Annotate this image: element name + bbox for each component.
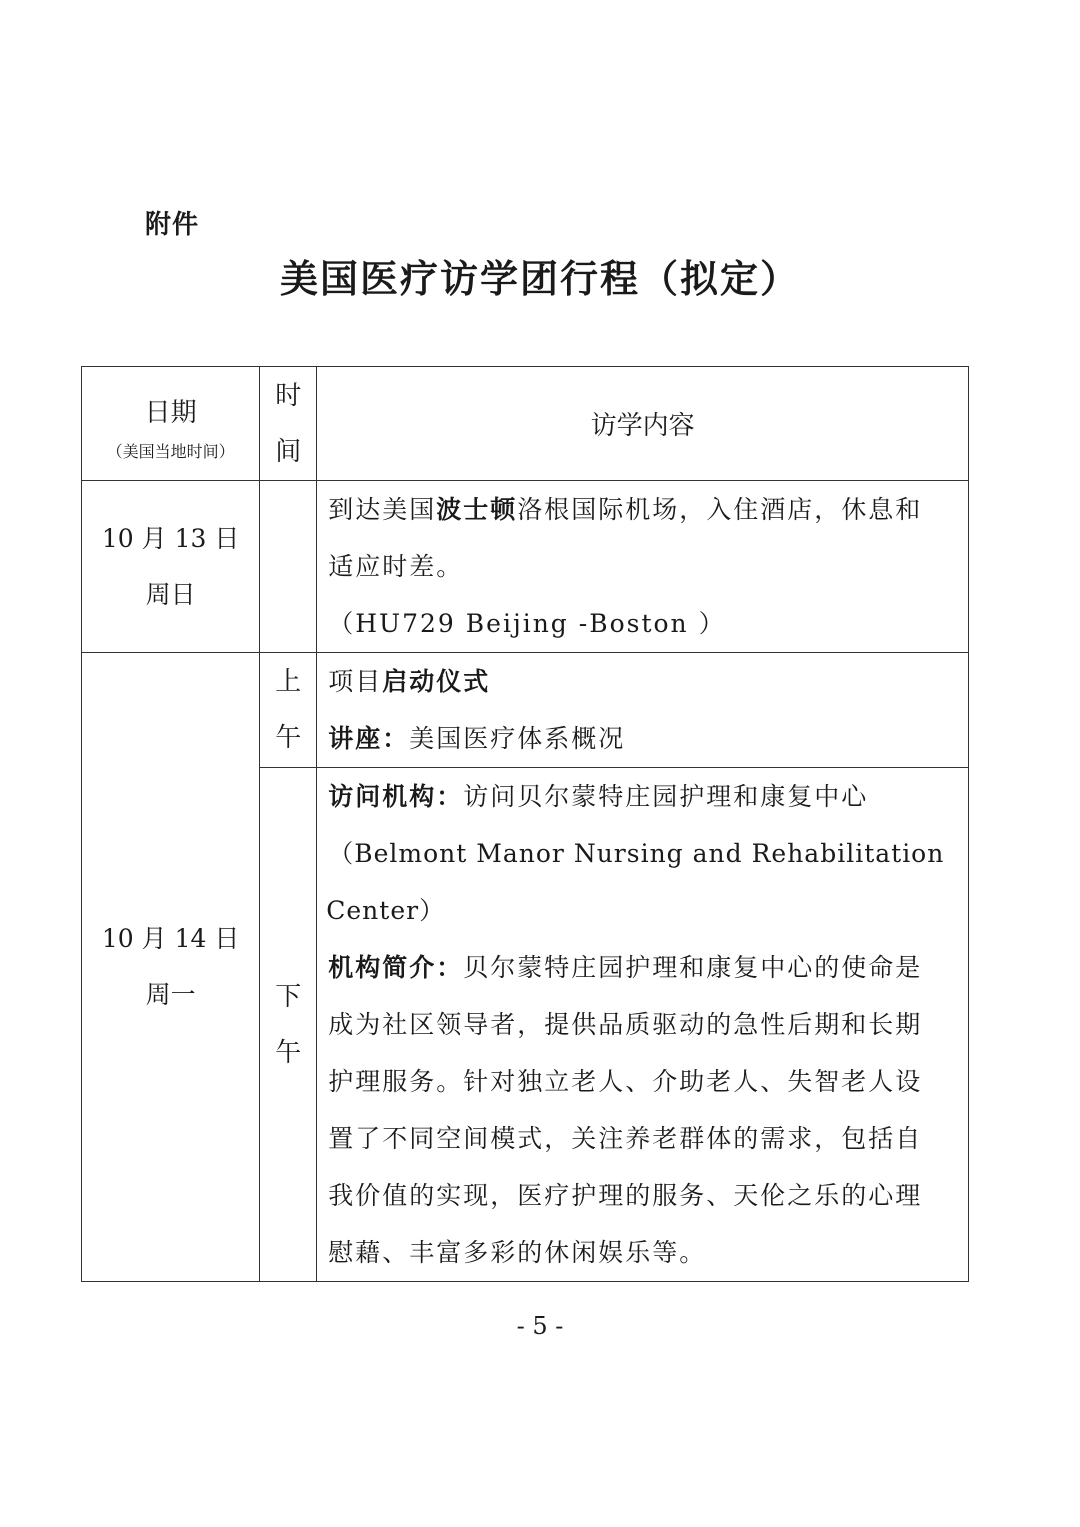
row1-flight: （HU729 Beijing -Boston ） <box>328 609 726 638</box>
row2-am-item1 <box>328 653 958 710</box>
row2-pm-visit-en1: （Belmont Manor Nursing and Rehabilitation <box>328 839 945 868</box>
row2-pm-visit-label: 访问机构： <box>328 782 464 811</box>
row2-am-item2 <box>328 710 958 767</box>
table-row <box>82 653 969 768</box>
page-number: - 5 - <box>516 1312 564 1340</box>
header-time-line2: 间 <box>275 436 302 467</box>
header-date-sub: （美国当地时间） <box>106 441 235 461</box>
row1-line1 <box>328 481 958 538</box>
header-date-label: 日期 <box>144 397 197 428</box>
row1-content <box>317 481 969 653</box>
row2-am-item2-text: 美国医疗体系概况 <box>409 724 626 753</box>
row1-line1-text-b: 洛根国际机场，入住酒店，休息和 <box>517 495 923 524</box>
row2-pm-intro-l2: 成为社区领导者，提供品质驱动的急性后期和长期 <box>328 1010 923 1039</box>
row2-pm-line1: 下 <box>275 981 302 1012</box>
row2-date-line2: 周一 <box>145 980 196 1009</box>
row2-pm-intro-l6: 慰藉、丰富多彩的休闲娱乐等。 <box>328 1238 707 1267</box>
row2-date <box>82 653 260 1282</box>
row2-pm-visit-text: 访问贝尔蒙特庄园护理和康复中心 <box>463 782 869 811</box>
header-date <box>82 367 260 481</box>
header-content: 访学内容 <box>317 367 969 481</box>
page-title: 美国医疗访学团行程（拟定） <box>279 257 800 301</box>
row2-am-time <box>260 653 317 768</box>
row2-pm-intro-l4: 置了不同空间模式，关注养老群体的需求，包括自 <box>328 1124 923 1153</box>
row2-pm-visit <box>328 768 958 825</box>
row2-pm-intro-l5: 我价值的实现，医疗护理的服务、天伦之乐的心理 <box>328 1181 923 1210</box>
attachment-label: 附件 <box>145 210 200 240</box>
header-time-line1: 时 <box>275 380 302 411</box>
row2-pm-intro-label: 机构简介： <box>328 953 464 982</box>
table-header-row <box>82 367 969 481</box>
row2-am-content <box>317 653 969 768</box>
row1-date <box>82 481 260 653</box>
row2-pm-line2: 午 <box>275 1037 302 1068</box>
row2-pm-intro-l3: 护理服务。针对独立老人、介助老人、失智老人设 <box>328 1067 923 1096</box>
row1-time <box>260 481 317 653</box>
row2-am-item2-label: 讲座： <box>328 724 410 753</box>
table-row <box>82 481 969 653</box>
row1-line2: 适应时差。 <box>328 552 464 581</box>
row2-pm-content <box>317 768 969 1282</box>
header-time <box>260 367 317 481</box>
row2-pm-visit-en2: Center） <box>326 896 446 925</box>
row2-am-line1: 上 <box>275 667 302 697</box>
itinerary-table <box>81 366 969 1282</box>
row1-date-line2: 周日 <box>145 579 196 609</box>
row1-line1-bold: 波士顿 <box>436 495 518 524</box>
row2-pm-time <box>260 768 317 1282</box>
row2-pm-intro <box>328 939 958 996</box>
row2-am-line2: 午 <box>275 723 302 753</box>
row1-date-line1: 10 月 13 日 <box>101 523 240 553</box>
row2-am-item1-bold: 启动仪式 <box>382 667 491 696</box>
row2-am-item1-text: 项目 <box>328 667 383 696</box>
row2-pm-intro-l1: 贝尔蒙特庄园护理和康复中心的使命是 <box>463 953 923 982</box>
row2-date-line1: 10 月 14 日 <box>101 924 240 953</box>
row1-line1-text-a: 到达美国 <box>328 495 437 524</box>
